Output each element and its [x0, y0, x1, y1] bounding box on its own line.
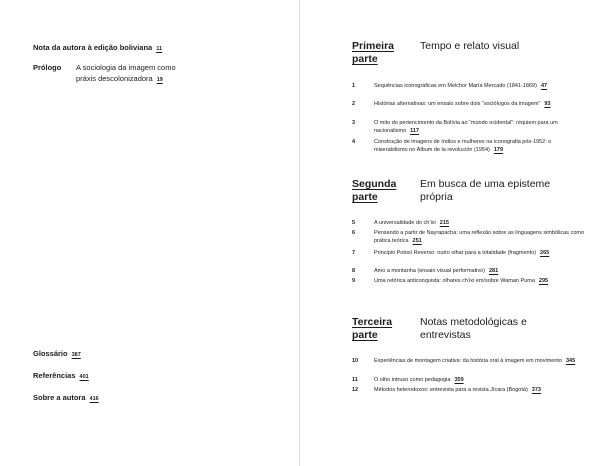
chapter-title: Histórias alternativas: um ensaio sobre dois “sociólogos da imagem”	[374, 101, 541, 107]
page-number[interactable]: 295	[538, 278, 549, 284]
chapter-title: Experiências de montagem criativa: da história oral à imagem em movimento	[374, 358, 562, 364]
page-number[interactable]: 373	[531, 387, 541, 393]
part-subtitle: Tempo e relato visual	[420, 40, 520, 52]
chapter-number: 11	[352, 377, 358, 383]
page-number[interactable]: 11	[156, 46, 163, 52]
page-number[interactable]: 117	[410, 127, 419, 134]
page-number[interactable]: 215	[439, 220, 449, 226]
chapter-title: Pensando a partir de Nayrapacha: uma reflexão sobre as linguagens simbólicas como prática teórica	[374, 230, 585, 244]
page-number[interactable]: 281	[488, 268, 499, 274]
chapter-number: 10	[352, 358, 359, 364]
page-number[interactable]: 345	[566, 358, 576, 364]
page-number[interactable]: 387	[71, 352, 81, 358]
toc-entry-glossario[interactable]	[33, 349, 81, 360]
chapter-number: 7	[352, 250, 356, 256]
chapter-number: 6	[352, 230, 356, 236]
chapter-title: Métodos heterodoxos: entrevista para a revista Jícara (Bogotá)	[374, 387, 528, 393]
chapter-title: Amo a montanha (ensaio visual performativo)	[374, 268, 485, 274]
page-number[interactable]: 251	[412, 237, 422, 244]
page-number[interactable]: 401	[79, 374, 89, 380]
chapter-number: 12	[352, 387, 359, 393]
chapter-number: 3	[352, 120, 356, 126]
toc-entry-title: Glossário	[33, 349, 68, 358]
toc-entry-title: A sociologia da imagem como práxis descolonizadora	[76, 63, 176, 83]
chapter-title: O mito do pertencimento da Bolívia ao “mundo ocidental”: réquiem para um nacionalismo	[374, 120, 558, 134]
part-subtitle: Em busca de uma episteme própria	[420, 178, 551, 203]
toc-entry-sobre[interactable]	[33, 393, 99, 404]
part-title[interactable]: Segunda parte	[352, 178, 397, 203]
chapter-number: 1	[352, 83, 356, 89]
page-number[interactable]: 19	[156, 76, 163, 83]
toc-entry-title: Nota da autora à edição boliviana	[33, 43, 153, 52]
chapter-title: Construção de imagens de índios e mulheres na iconografia pós-1952: o miserabilismo no Álbum de la revolución (1954)	[374, 139, 552, 153]
toc-entry-referencias[interactable]	[33, 371, 89, 382]
part-title[interactable]: Terceira parte	[352, 316, 393, 341]
page-number[interactable]: 265	[540, 250, 550, 256]
page-number[interactable]: 416	[89, 396, 99, 402]
toc-entry-title: Sobre a autora	[33, 393, 86, 402]
part-title[interactable]: Primeira parte	[352, 40, 395, 65]
page-number[interactable]: 93	[544, 101, 551, 107]
chapter-title: O olho intruso como pedagogia	[374, 377, 451, 383]
toc-entry-nota[interactable]	[33, 43, 162, 54]
chapter-number: 2	[352, 101, 356, 107]
chapter-title: Uma retórica anticonquista: olhares ch’ixi em/sobre Waman Puma	[374, 278, 535, 284]
chapter-number: 5	[352, 220, 356, 226]
part-subtitle: Notas metodológicas e entrevistas	[420, 316, 527, 341]
page-number[interactable]: 179	[493, 146, 504, 153]
toc-entry-label: Prólogo	[33, 63, 62, 72]
chapter-title: Sequências iconográficas em Melchor María Mercado (1841-1869)	[374, 83, 537, 89]
chapter-title: Principio Potosí Reverso: outro olhar para a totalidade (fragmento)	[374, 250, 537, 256]
chapter-number: 9	[352, 278, 356, 284]
toc-entry-title: Referências	[33, 371, 76, 380]
page-number[interactable]: 47	[540, 83, 548, 89]
chapter-number: 4	[352, 139, 356, 145]
chapter-number: 8	[352, 268, 356, 274]
chapter-title: A universalidade do ch’ixi	[374, 220, 436, 226]
page-number[interactable]: 359	[454, 377, 464, 383]
